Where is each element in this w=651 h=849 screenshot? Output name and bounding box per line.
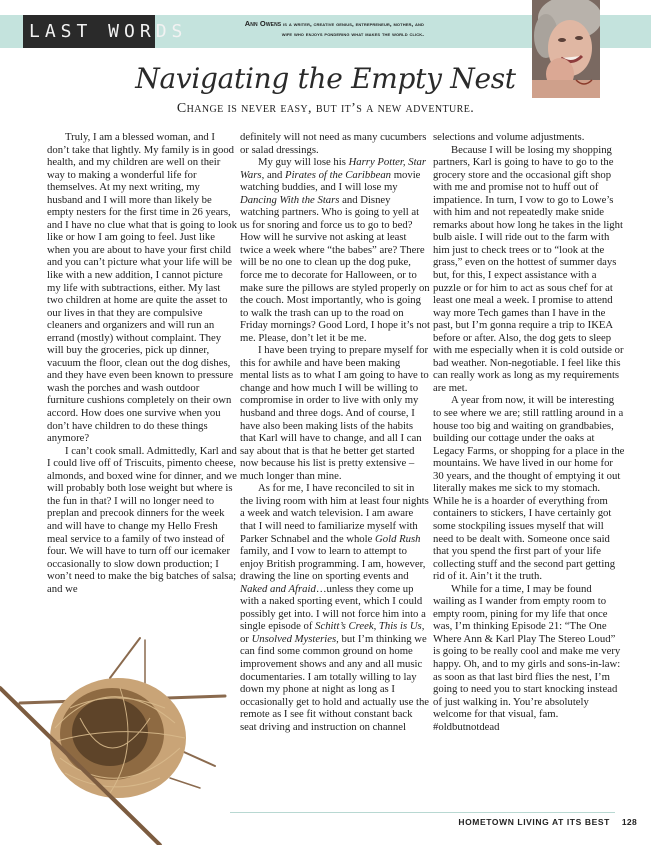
article-column-1 (47, 131, 237, 595)
publication-name: HOMETOWN LIVING AT ITS BEST (458, 817, 610, 827)
bird-nest-icon (0, 628, 230, 845)
paragraph: definitely will not need as many cucumbers or salad dressings. (240, 131, 427, 156)
page-number: 128 (621, 817, 637, 827)
article-column-3 (433, 131, 625, 733)
author-name: Ann Owens (244, 19, 282, 28)
paragraph: selections and volume adjustments. (433, 131, 585, 143)
paragraph: As for me, I have reconciled to sit in the living room with him at least four nights a week and watch television. I am aware that I will need to familiarize myself with Parker Schnabel and the whole Gold Rush family, and I vow to learn to attempt to enjoy British programming. I am, however, drawing the line on sporting events and Naked and Afraid…unless they come up with a naked sporting event, which I could possibly get into. I will not force him into a single episode of Schitt’s Creek, This is Us, or Unsolved Mysteries, but I’m thinking we can find some common ground on home improvement shows and any and all music documentaries. I am totally willing to lay down my phone at night as long as I occasionally get to hold and actually use the remote as I see fit without constant back seat driving and instruction on channel (240, 482, 430, 733)
footer-rule (230, 812, 615, 813)
author-bio-line-1: is a writer, creative genius, entrepreneur, mother, and (281, 21, 424, 28)
article-title: Navigating the Empty Nest (135, 62, 516, 95)
author-bio-line-2: wife who enjoys pondering what makes the world click. (281, 31, 424, 38)
paragraph: I can’t cook small. Admittedly, Karl and I could live off of Triscuits, pimento cheese, almonds, and boxed wine for dinner, and we will probably both lose weight but where is the fun in that? I will no longer need to preplan and precook dinners for the week and will have to change my Hello Fresh meal service to a family of two instead of four. We will have to turn off our icemaker occasionally to slow down production; I won’t need to make the big batches of salsa; and we (47, 444, 237, 595)
paragraph: My guy will lose his Harry Potter, Star Wars, and Pirates of the Caribbean movie watching buddies, and I will lose my Dancing With the Stars and Disney watching partners. Who is going to yell at us for snoring and force us to go to bed? How will he survive not asking at least twice a week where “the babes” are? There will be no one to clean up the dog puke, force me to decorate for Halloween, or to make sure the pillows are styled properly on the couch. Most importantly, who is going to walk the trash can up to the road on Friday mornings? Good Lord, I hope it’s not me. Please, don’t let it be me. (240, 156, 430, 344)
page-footer (458, 817, 637, 827)
paragraph: I have been trying to prepare myself for this for awhile and have been making mental lists as to what I am going to have to change and how much I will be willing to compromise in order to live with only my husband and three dogs. And of course, I have also been making lists of the habits that Karl will have to change, and all I can say about that is that he better get started now because his list is pretty extensive – much longer than mine. (240, 344, 429, 482)
paragraph: A year from now, it will be interesting to see where we are; still rattling around in a house too big and waiting on grandbabies, building our cottage under the oaks at Legacy Farms, or shopping for a place in the mountains. We have lived in our home for 30 years, and the thought of emptying it out literally makes me sick to my stomach. While he is a hoarder of everything from containers to stickers, I have certainly got some stockpiling issues myself that will need to be dealt with. Someone once said that you spend the first part of your life collecting stuff and the second part getting rid of it. Ain’t it the truth. (433, 394, 625, 583)
article-column-2 (240, 131, 430, 733)
section-label: LAST WORDS (23, 15, 155, 48)
paragraph: Truly, I am a blessed woman, and I don’t take that lightly. My family is in good health, and my children are well on their way to making a wonderful life for themselves. At my next writing, my husband and I will more than likely be empty nesters for the first time in 26 years, and I have no clue what that is going to look like or how I am going to feel. Just like when you are about to have your first child and you can’t picture what your life will be like with a new addition, I cannot picture my life with subtractions, either. My last two children at home are quite the asset to our lives in that they are compulsive cleaners and organizers and will run an errand (mostly) without complaint. They will buy the groceries, pick up dinner, vacuum the floor, clean out the dog dishes, and they have even been known to pressure wash the porches and wash outdoor furniture cushions completely on their own accord. How does one survive when you don’t have children to do these things anymore? (47, 131, 237, 445)
paragraph: While for a time, I may be found wailing as I wander from empty room to empty room, pining for my life that once was, I’m thinking Episode 21: “The One Where Ann & Karl Play The Stereo Loud” is going to be really cool and make me very happy. Oh, and to my girls and sons-in-law: as soon as that last bird flies the nest, I’m going to need you to start knocking instead of just walking in. You’re absolutely welcome for that visual, fam. #oldbutnotdead (433, 582, 621, 733)
author-bio (104, 19, 424, 40)
paragraph: Because I will be losing my shopping partners, Karl is going to have to go to the grocery store and the occasional gift shop with me and promise not to huff out of impatience. In turn, I vow to go to Lowe’s with him and not repeatedly make snide remarks about how long he takes in the light bulb aisle. I will ride out to the farm with him just to check trees or to “look at the grass,” even on the hottest of summer days but, for this, I expect assistance with a puzzle or for him to act as sous chef for at least one meal a week. I promise to attend way more Tech games than I have in the past, but I’m gonna require a trip to IKEA before or after. Also, the dog gets to sleep with me especially when it is cold outside or bad weather. Non-negotiable. I feel like this can really work as long as my requirements are met. (433, 143, 624, 394)
article-subtitle: Change is never easy, but it’s a new adventure. (176, 101, 475, 116)
